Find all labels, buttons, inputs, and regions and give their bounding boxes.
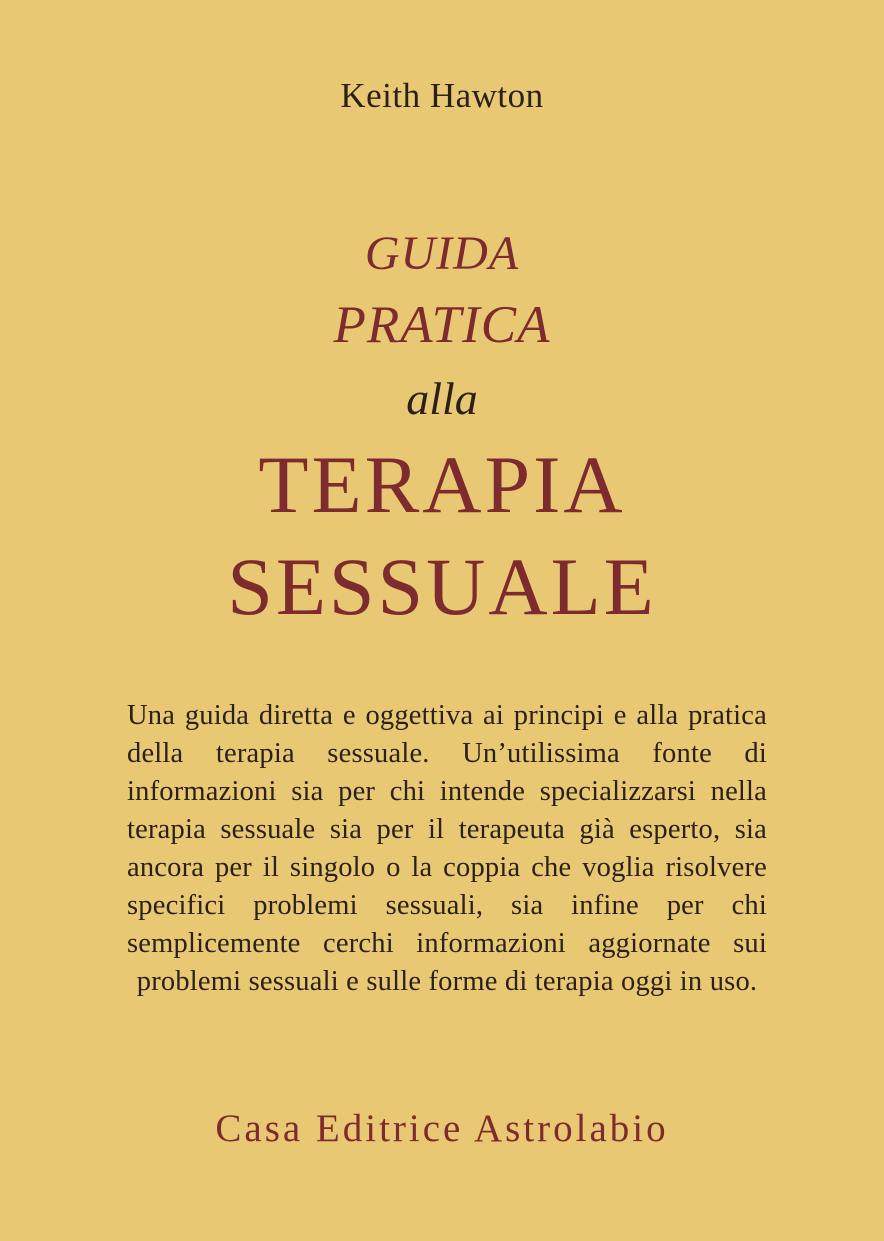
title-line-pratica: PRATICA <box>333 296 551 354</box>
title-line-sessuale: SESSUALE <box>227 541 657 632</box>
title-line-guida: GUIDA <box>364 227 520 280</box>
title-line-terapia: TERAPIA <box>258 439 626 530</box>
title-line-alla: alla <box>406 373 478 424</box>
cover-blurb: Una guida diretta e oggettiva ai principi e alla pratica della terapia sessuale. Un’utilissima fonte di informazioni sia per chi intende specializzarsi nella terapia sessuale sia per il terapeuta già esperto, sia ancora per il singolo o la coppia che voglia risolvere specifici problemi sessuali, sia infine per chi semplicemente cerchi informazioni aggiornate sui problemi sessuali e sulle forme di terapia oggi in uso. <box>127 700 767 997</box>
author-name: Keith Hawton <box>340 76 544 115</box>
publisher-name: Casa Editrice Astrolabio <box>215 1107 669 1150</box>
